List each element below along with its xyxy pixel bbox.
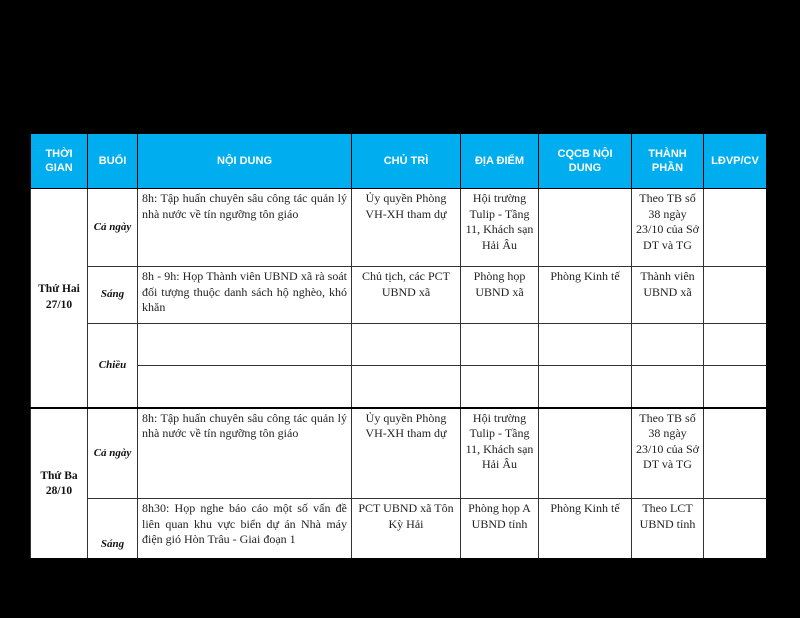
table-row (31, 267, 767, 324)
header-content: NỘI DUNG (138, 134, 352, 189)
chair-cell (352, 366, 461, 408)
prep-cell: Phòng Kinh tế (539, 267, 632, 324)
members-cell: Theo TB số 38 ngày 23/10 của Sở DT và TG (632, 189, 704, 267)
officer-cell (704, 499, 767, 559)
table-row (31, 499, 767, 559)
schedule-sheet (30, 133, 766, 558)
day-label: Thứ Hai 27/10 (31, 189, 88, 408)
session-cell: Sáng (88, 267, 138, 324)
header-session: BUỔI (88, 134, 138, 189)
day-label: Thứ Ba 28/10 (31, 408, 88, 559)
officer-cell (704, 366, 767, 408)
chair-cell: PCT UBND xã Tôn Kỳ Hải (352, 499, 461, 559)
prep-cell (539, 366, 632, 408)
schedule-table (30, 133, 766, 558)
place-cell: Hội trường Tulip - Tầng 11, Khách sạn Hải Âu (461, 408, 539, 499)
members-cell: Thành viên UBND xã (632, 267, 704, 324)
table-row (31, 366, 767, 408)
table-row (31, 408, 767, 499)
header-row (31, 134, 767, 189)
session-cell: Chiều (88, 324, 138, 408)
members-cell (632, 324, 704, 366)
header-prep-agency: CQCB NỘI DUNG (539, 134, 632, 189)
chair-cell (352, 324, 461, 366)
prep-cell (539, 189, 632, 267)
table-row (31, 189, 767, 267)
content-cell: 8h30: Họp nghe báo cáo một số vấn đề liên quan khu vực biển dự án Nhà máy điện gió Hòn Trâu - Giai đoạn 1 (138, 499, 352, 559)
chair-cell: Ủy quyền Phòng VH-XH tham dự (352, 408, 461, 499)
members-cell (632, 366, 704, 408)
header-members: THÀNH PHẦN (632, 134, 704, 189)
header-time: THỜI GIAN (31, 134, 88, 189)
session-cell: Sáng (88, 499, 138, 559)
chair-cell: Chủ tịch, các PCT UBND xã (352, 267, 461, 324)
place-cell (461, 366, 539, 408)
header-place: ĐỊA ĐIỂM (461, 134, 539, 189)
members-cell: Theo TB số 38 ngày 23/10 của Sở DT và TG (632, 408, 704, 499)
officer-cell (704, 189, 767, 267)
table-row (31, 324, 767, 366)
content-cell (138, 366, 352, 408)
content-cell: 8h: Tập huấn chuyên sâu công tác quản lý nhà nước về tín ngưỡng tôn giáo (138, 189, 352, 267)
place-cell: Phòng họp UBND xã (461, 267, 539, 324)
prep-cell (539, 408, 632, 499)
header-officer: LĐVP/CV (704, 134, 767, 189)
session-cell: Cả ngày (88, 189, 138, 267)
session-cell: Cả ngày (88, 408, 138, 499)
content-cell: 8h: Tập huấn chuyên sâu công tác quản lý nhà nước về tín ngưỡng tôn giáo (138, 408, 352, 499)
members-cell: Theo LCT UBND tỉnh (632, 499, 704, 559)
prep-cell (539, 324, 632, 366)
prep-cell: Phòng Kinh tế (539, 499, 632, 559)
content-cell: 8h - 9h: Họp Thành viên UBND xã rà soát đối tượng thuộc danh sách hộ nghèo, khó khăn (138, 267, 352, 324)
officer-cell (704, 267, 767, 324)
officer-cell (704, 408, 767, 499)
header-chair: CHỦ TRÌ (352, 134, 461, 189)
content-cell (138, 324, 352, 366)
place-cell: Hội trường Tulip - Tầng 11, Khách sạn Hải Âu (461, 189, 539, 267)
officer-cell (704, 324, 767, 366)
place-cell: Phòng họp A UBND tỉnh (461, 499, 539, 559)
place-cell (461, 324, 539, 366)
chair-cell: Ủy quyền Phòng VH-XH tham dự (352, 189, 461, 267)
